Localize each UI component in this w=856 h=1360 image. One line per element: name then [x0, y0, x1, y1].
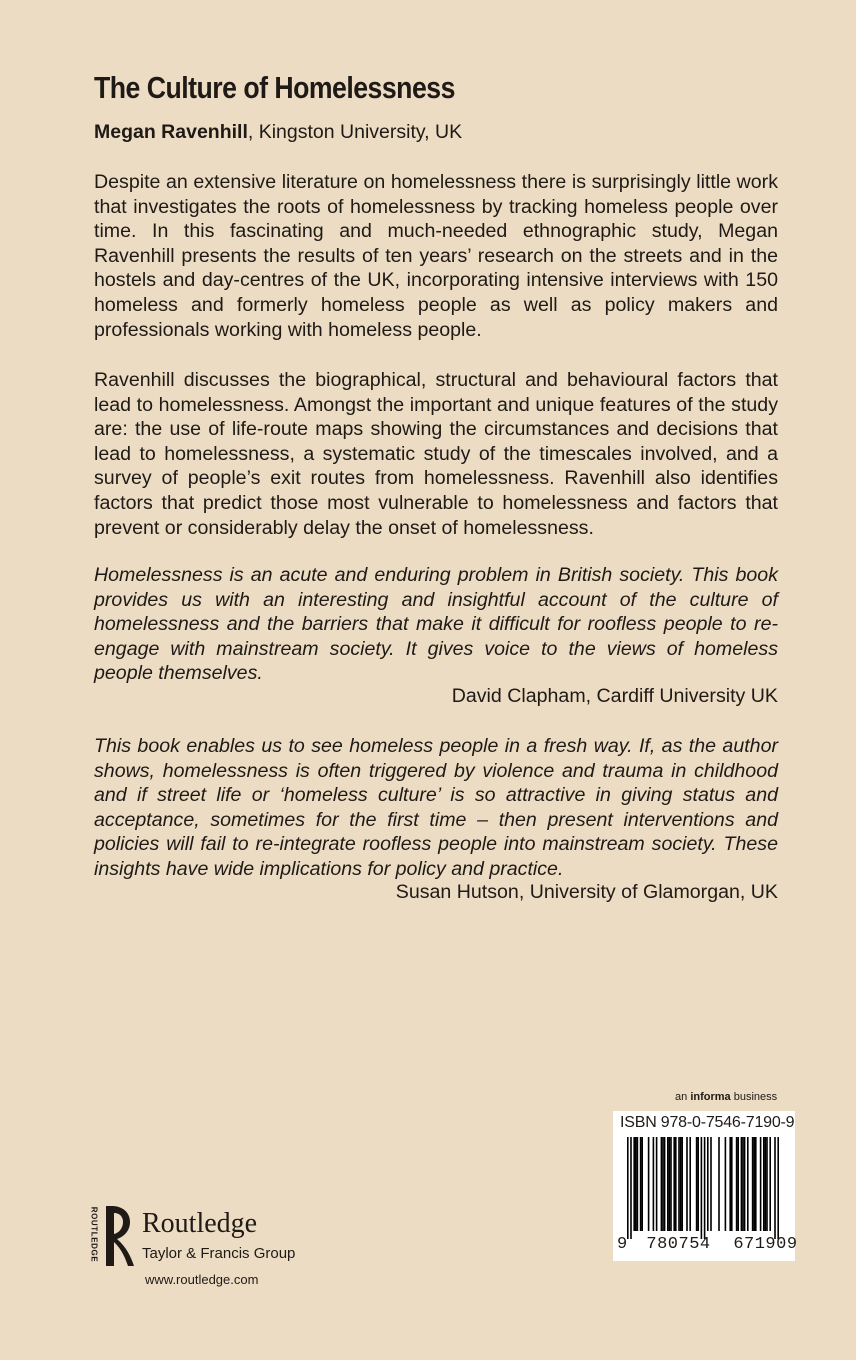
barcode-bar	[681, 1137, 683, 1231]
barcode-bar	[661, 1137, 663, 1231]
barcode-bar	[670, 1137, 672, 1231]
ean-digits	[617, 1235, 798, 1254]
barcode-bar	[747, 1137, 749, 1231]
barcode-bar	[664, 1137, 666, 1231]
barcode-bar	[635, 1137, 637, 1231]
barcode-bar	[686, 1137, 688, 1231]
isbn-label: ISBN 978-0-7546-7190-9	[620, 1114, 795, 1131]
barcode-bar	[697, 1137, 699, 1231]
barcode-bar	[689, 1137, 691, 1231]
barcode-bar	[653, 1137, 655, 1231]
book-title: The Culture of Homelessness	[94, 70, 455, 105]
author-name: Megan Ravenhill	[94, 121, 248, 143]
isbn-barcode	[613, 1111, 798, 1261]
barcode-bar	[633, 1137, 635, 1231]
author-affiliation: , Kingston University, UK	[247, 121, 463, 143]
barcode-bar	[725, 1137, 727, 1231]
author-line	[94, 121, 462, 144]
barcode-guard-bar	[704, 1137, 706, 1239]
barcode-bar	[707, 1137, 709, 1231]
barcode-bar	[741, 1137, 743, 1231]
barcode-bar	[673, 1137, 675, 1231]
barcode-bar	[731, 1137, 733, 1231]
barcode-bar	[760, 1137, 762, 1231]
barcode-bar	[753, 1137, 755, 1231]
ean-right-group: 671909	[733, 1235, 798, 1254]
barcode-guard-bar	[777, 1137, 779, 1239]
endorsement-quote-1: Homelessness is an acute and enduring problem in British society. This book provides us with an interesting and insightful account of the culture of homelessness and the barriers that make it difficult for roofless people to re-engage with mainstream society. It gives voice to the views of homeless people themselves.	[94, 564, 778, 685]
barcode-bar	[696, 1137, 698, 1231]
barcode-guard-bar	[627, 1137, 629, 1239]
informa-brand: informa	[690, 1091, 731, 1103]
barcode-bar	[752, 1137, 754, 1231]
barcode-bar	[737, 1137, 739, 1231]
barcode-bar	[680, 1137, 682, 1231]
barcode-bar	[648, 1137, 650, 1231]
informa-prefix: an	[675, 1091, 688, 1103]
barcode-bar	[763, 1137, 765, 1231]
barcode-bar	[736, 1137, 738, 1231]
routledge-logo-icon	[90, 1204, 134, 1268]
endorsement-attribution-1: David Clapham, Cardiff University UK	[451, 685, 778, 707]
barcode-bar	[656, 1137, 658, 1231]
barcode-bar	[641, 1137, 643, 1231]
publisher-name: Routledge	[142, 1208, 258, 1239]
barcode-bar	[640, 1137, 642, 1231]
blurb-paragraph-1: Despite an extensive literature on homelessness there is surprisingly little work that investigates the roots of homelessness by tracking homeless people over time. In this fascinating and much-needed ethnographic study, Megan Ravenhill presents the results of ten years’ research on the streets and in the hostels and day-centres of the UK, incorporating intensive interviews with 150 homeless and formerly homeless people as well as policy makers and professionals working with homeless people.	[94, 171, 778, 341]
barcode-bar	[769, 1137, 771, 1231]
barcode-bar	[718, 1137, 720, 1231]
barcode-bar	[667, 1137, 669, 1231]
publisher-group: Taylor & Francis Group	[142, 1245, 296, 1262]
endorsement-quote-2: This book enables us to see homeless people in a fresh way. If, as the author shows, homelessness is often triggered by violence and trauma in childhood and if street life or ‘homeless culture’ is so attractive in giving status and acceptance, sometimes for the first time – then present interventions and policies will fail to re-integrate roofless people into mainstream society. These insights have wide implications for policy and practice.	[94, 735, 778, 880]
barcode-bar	[742, 1137, 744, 1231]
barcode-bar	[669, 1137, 671, 1231]
barcode-bar	[744, 1137, 746, 1231]
barcode-bar	[710, 1137, 712, 1231]
publisher-url[interactable]: www.routledge.com	[145, 1272, 259, 1287]
barcode-guard-bar	[701, 1137, 703, 1239]
barcode-bar	[662, 1137, 664, 1231]
barcode-guard-bar	[630, 1137, 632, 1239]
barcode-bar	[675, 1137, 677, 1231]
routledge-vertical-wordmark: ROUTLEDGE	[89, 1206, 99, 1263]
barcode-guard-bar	[774, 1137, 776, 1239]
ean-left-group: 780754	[646, 1235, 711, 1254]
informa-tagline	[675, 1091, 777, 1103]
informa-suffix: business	[733, 1091, 778, 1103]
barcode-bar	[766, 1137, 768, 1231]
barcode-bar	[729, 1137, 731, 1231]
barcode-bar	[637, 1137, 639, 1231]
barcode-bar	[765, 1137, 767, 1231]
barcode-bar	[678, 1137, 680, 1231]
barcode-bar	[755, 1137, 757, 1231]
blurb-paragraph-2: Ravenhill discusses the biographical, structural and behavioural factors that lead to homelessness. Amongst the important and unique features of the study are: the use of life-route maps showing the circumstances and decisions that lead to homelessness, a systematic study of the timescales involved, and a survey of people’s exit routes from homelessness. Ravenhill also identifies factors that predict those most vulnerable to homelessness and factors that prevent or considerably delay the onset of homelessness.	[94, 369, 778, 539]
ean-first-digit: 9	[617, 1235, 628, 1254]
endorsement-attribution-2: Susan Hutson, University of Glamorgan, UK	[395, 881, 778, 903]
